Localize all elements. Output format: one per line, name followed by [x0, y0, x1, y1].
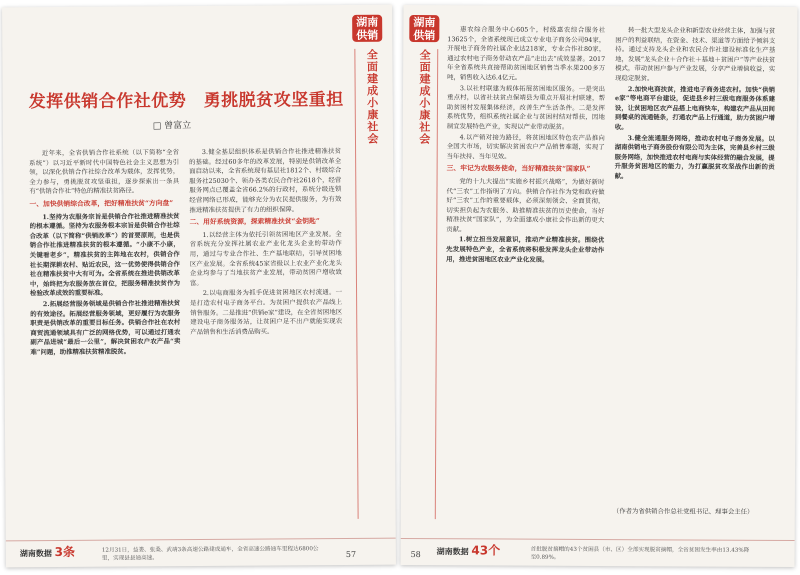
article-author: □ 曾富立	[152, 121, 192, 132]
magazine-logo: 湖南供销	[409, 15, 439, 42]
paragraph: 转一批大型龙头企业和新型农业经营主体，加强与贫困户的利益联结，在资金、技术、渠道等方面给予倾斜支持。通过支持龙头企业和农民合作社建设标准化生产基地，发展“龙头企业＋合作社＋基地＋贫困户”等产业扶贫模式，带动贫困户参与产业发展，分享产业增值收益，实现稳定脱贫。	[615, 26, 776, 83]
section-heading: 二、用好系统资源，探索精准扶贫“金钥匙”	[189, 217, 320, 227]
footer-label-text: 湖南数据	[436, 547, 469, 557]
right-column-1	[445, 25, 606, 532]
author-note: （作者为省供销合作总社党组书记、理事会主任）	[612, 507, 754, 516]
left-column-1	[29, 148, 182, 531]
paragraph: 近年来，全省供销合作社系统（以下简称“全省系统”）以习近平新时代中国特色社会主义思想为引领，以深化供销合作社综合改革为载体，发挥优势，全力参与，勇挑脱贫攻坚重担，逐步探索出一条具有“供销合作社”特色的精准扶贫路径。	[29, 148, 180, 196]
section-heading: 三、牢记为农服务使命，当好精准扶贫“国家队”	[446, 164, 591, 174]
sidebar-title: 全面建成小康社会	[365, 48, 380, 145]
paragraph: 4.以产销对接为路径，将贫困地区特色农产品推向全国大市场，切实解决贫困农户产品销售难题，实现了当年扶持、当年见效。	[446, 132, 605, 161]
right-page	[401, 5, 798, 567]
paragraph: 3.健全基层组织体系是供销合作社推进精准扶贫的基础。经过60多年的改革发展，特别是供销改革全面启动以来，全省系统现有基层社1812个、村级综合服务社25030个、领办各类农民合作社2618个，经营服务网点已覆盖全省66.2%的行政村，系统分级连锁经营网络已形成，能够充分为农民提供服务，为有效推进精准扶贫提供了有力的组织保障。	[189, 147, 342, 214]
article-title: 发挥供销合作社优势 勇挑脱贫攻坚重担	[28, 89, 344, 113]
paragraph: 惠农综合服务中心605个，村级惠农综合服务社13625个，全省系统现已成立专业电子商务公司94家，开展电子商务的社属企业达218家，专业合作社80家，通过农村电子商务带动农产品“走出去”成效显著。2017年全省系统共直接帮助贫困地区销售当季水果200多万吨，销售收入达6.4亿元。	[447, 25, 606, 82]
footer-text: 首批脱贫摘帽的43个贫困县（市、区）全部实现脱贫摘帽，全省贫困发生率由13.43%降至0.89%。	[530, 546, 750, 561]
footer-number: 3条	[54, 544, 76, 560]
paragraph: 3.健全流通服务网络，推动农村电子商务发展。以湖南供销电子商务股份有限公司为主体，完善县乡村三级服务网络，加快推进农村电商与实体经营的融合发展，提升服务贫困地区的能力，为打赢脱贫攻坚战作出新的贡献。	[614, 133, 775, 181]
left-column-2	[189, 147, 344, 530]
footer-label	[437, 541, 501, 558]
page-number: 58	[410, 550, 421, 560]
paragraph: 1.以经营主体为依托引领贫困地区产业发展。全省系统充分发挥社属农业产业化龙头企业的带动作用，通过与专业合作社、生产基地联结，引导贫困地区产业发展。全省系统45家省级以上农业产业化龙头企业均参与了当地扶贫产业发展，带动贫困户增收致富。	[189, 229, 342, 287]
sidebar-divider	[435, 49, 438, 519]
paragraph: 党的十九大提出“实施乡村振兴战略”，为做好新时代“三农”工作指明了方向。供销合作社作为党和政府做好“三农”工作的重要载体，必须深刻领会、全面贯彻，切实担负起为农服务、助推精准扶贫的历史使命，当好精准扶贫“国家队”，为全面建成小康社会作出新的更大贡献。	[446, 177, 605, 234]
paragraph: 1.坚持为农服务宗旨是供销合作社推进精准扶贫的根本遵循。坚持为农服务根本宗旨是供销合作社综合改革（以下简称“供销改革”）的首要原则，也是供销合作社推进精准扶贫的根本遵循。“小康不小康，关键看老乡”，精准扶贫的主阵地在农村，供销合作社长期深耕农村、贴近农民，这一优势使得供销合作社在精准扶贫中大有可为。全省系统在推进供销改革中，始终把为农服务放在首位，把服务精准扶贫作为检验改革成效的重要标准。	[29, 211, 181, 298]
section-heading: 一、加快供销综合改革，把好精准扶贫“方向盘”	[29, 199, 174, 209]
paragraph: 2.拓展经营服务领域是供销合作社推进精准扶贫的有效途径。拓展经营服务领域，更好履行为农服务职责是供销改革的重要目标任务。供销合作社在农村商贸流通领域具有广泛的网络优势，可以通过打通农副产品进城“最后一公里”，解决贫困农户农产品“卖难”问题，助推精准扶贫精准脱贫。	[30, 299, 181, 357]
paragraph: 1.树立担当发展意识，推动产业精准扶贫。围绕优先发展特色产业，全省系统将积极发挥龙头企业带动作用，推进贫困地区农业产业化发展。	[446, 235, 605, 264]
left-page	[2, 5, 396, 568]
sidebar-title: 全面建成小康社会	[417, 49, 432, 146]
footer-number: 43个	[471, 543, 501, 558]
magazine-logo: 湖南供销	[352, 15, 382, 42]
paragraph: 2.以电商服务为抓手促进贫困地区农村流通。一是打造农村电子商务平台。为贫困户提供农产品线上销售服务。二是推进“供销e家”建设，在全省贫困地区建设电子商务服务站，让贫困户足不出户就能实现农产品销售和生活消费品购买。	[190, 288, 343, 336]
paragraph: 3.以社村联建为载体拓展贫困地区服务。一是突出重点村，以省社扶贫点保靖县为重点开展社村联建，帮助贫困村发展集体经济，改善生产生活条件。二是发挥系统优势，组织系统社属企业与贫困村结对帮扶，因地制宜发展特色产业，实现以产业带动脱贫。	[446, 83, 606, 131]
footer-label	[20, 543, 75, 560]
right-column-2	[613, 26, 775, 497]
page-number: 57	[345, 549, 357, 559]
footer-label-text: 湖南数据	[19, 549, 52, 559]
footer-text: 12月31日，益娄、张桑、武靖3条高速公路建成通车，全省高速公路通车里程达6800公里，实现县县通高速。	[101, 546, 319, 562]
sidebar-divider	[354, 49, 358, 519]
paragraph: 2.加快电商扶贫，推进电子商务进农村。加快“供销e家”等电商平台建设，促进县乡村三级电商服务体系建设，让贫困地区农产品搭上电商快车，构建农产品从田间到餐桌的流通链条，打通农产品上行通道，助力贫困户增收。	[614, 84, 776, 132]
